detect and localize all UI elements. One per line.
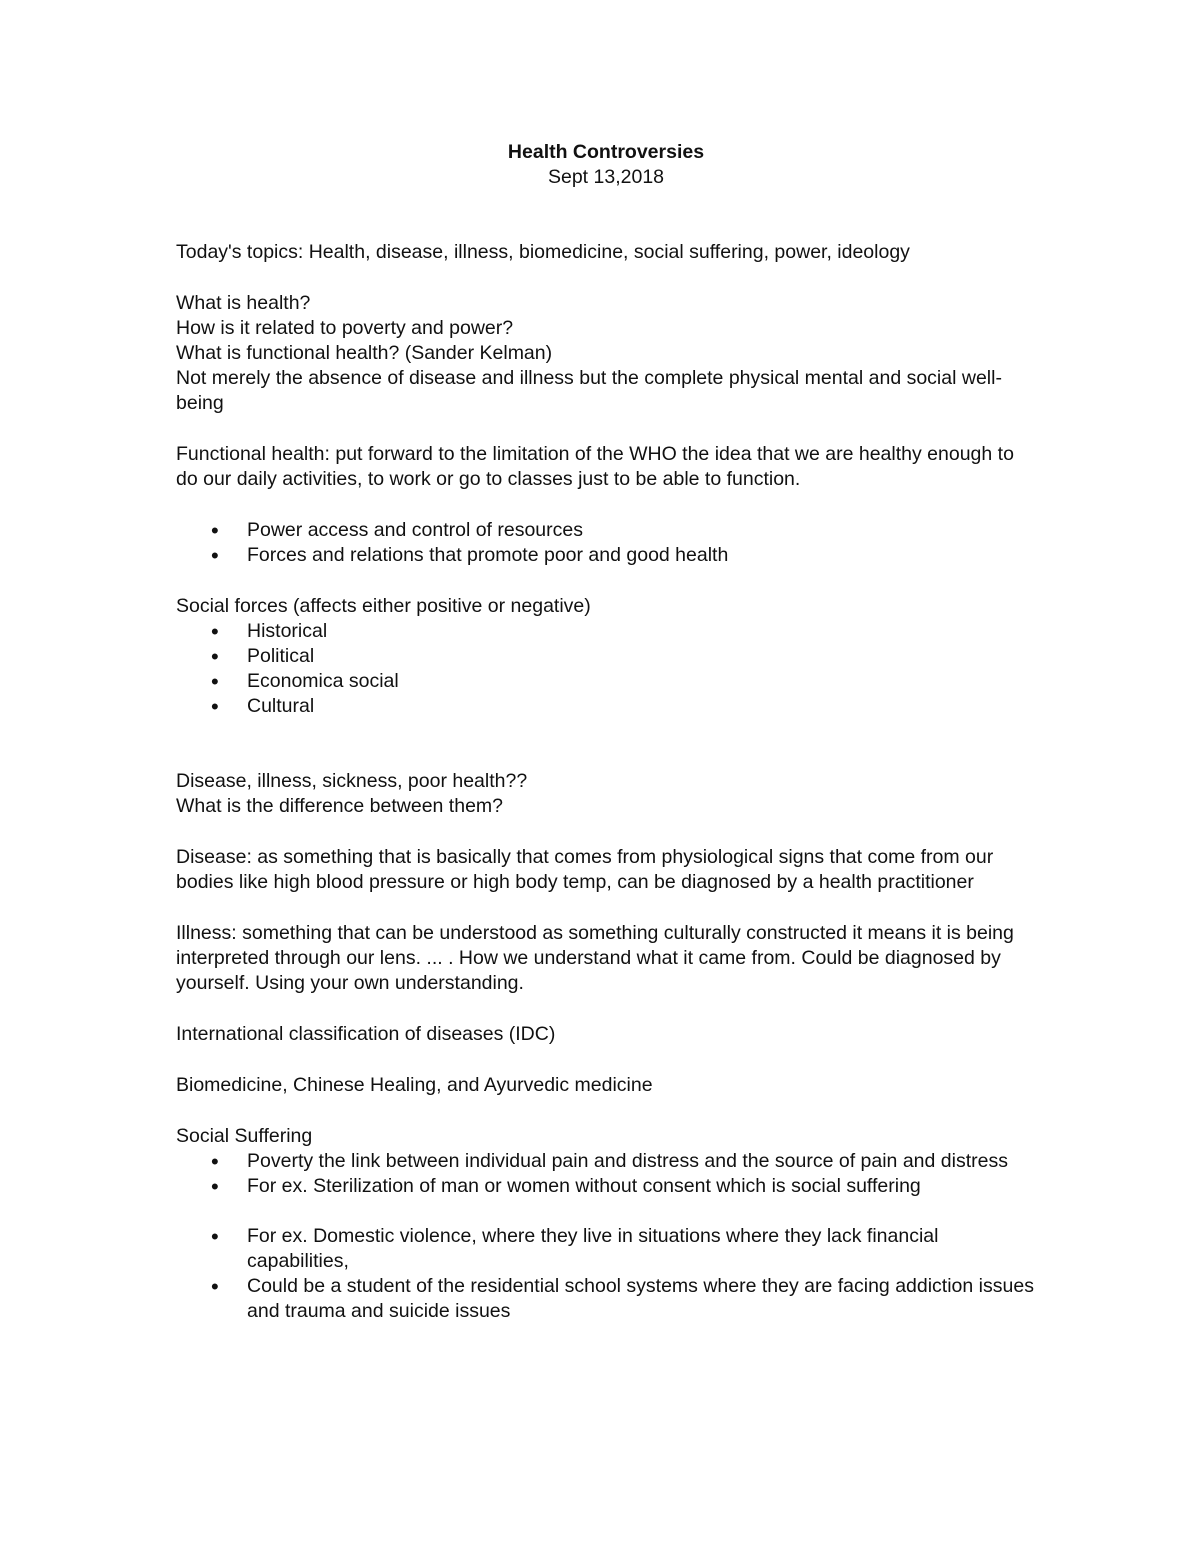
power-bullet-list	[176, 518, 1036, 568]
list-item: • Power access and control of resources	[176, 518, 1036, 543]
illness-definition: Illness: something that can be understood as something culturally constructed it means it is being interpreted through our lens. ... . How we understand what it came from. Could be diagnosed by yourself. Using your own understanding.	[176, 922, 1014, 994]
document-date: Sept 13,2018	[547, 166, 665, 188]
list-item: • Historical	[176, 619, 1036, 644]
list-item: • Forces and relations that promote poor and good health	[176, 543, 1036, 568]
disease-definition: Disease: as something that is basically that comes from physiological signs that come from our bodies like high blood pressure or high body temp, can be diagnosed by a health practitioner	[176, 846, 994, 893]
social-forces-heading: Social forces (affects either positive or negative)	[176, 595, 591, 617]
social-suffering-heading: Social Suffering	[176, 1125, 313, 1147]
difference-question: What is the difference between them?	[176, 795, 503, 817]
who-definition: Not merely the absence of disease and illness but the complete physical mental and social well-being	[176, 367, 1002, 414]
social-suffering-list-continued	[176, 1224, 1036, 1324]
topics-line: Today's topics: Health, disease, illness, biomedicine, social suffering, power, ideology	[176, 241, 910, 263]
blank-line	[176, 719, 1036, 744]
list-item: • Could be a student of the residential school systems where they are facing addiction issues and trauma and suicide issues	[176, 1274, 1036, 1324]
blank-line	[176, 744, 1036, 769]
list-item: • Cultural	[176, 694, 1036, 719]
list-item: • Economica social	[176, 669, 1036, 694]
social-forces-list	[176, 619, 1036, 719]
social-suffering-list	[176, 1149, 1036, 1199]
list-item: • Political	[176, 644, 1036, 669]
question-functional-health: What is functional health? (Sander Kelman)	[176, 342, 553, 364]
disease-question: Disease, illness, sickness, poor health??	[176, 770, 528, 792]
document-page	[176, 140, 1036, 1324]
medicine-line: Biomedicine, Chinese Healing, and Ayurvedic medicine	[176, 1074, 653, 1096]
idc-line: International classification of diseases (IDC)	[176, 1023, 556, 1045]
blank-line	[176, 1199, 1036, 1224]
document-title: Health Controversies	[507, 141, 705, 163]
functional-health-paragraph: Functional health: put forward to the limitation of the WHO the idea that we are healthy enough to do our daily activities, to work or go to classes just to be able to function.	[176, 443, 1014, 490]
question-poverty-power: How is it related to poverty and power?	[176, 317, 514, 339]
list-item: • For ex. Sterilization of man or women without consent which is social suffering	[176, 1174, 1036, 1199]
list-item: • Poverty the link between individual pain and distress and the source of pain and distress	[176, 1149, 1036, 1174]
question-what-is-health: What is health?	[176, 292, 311, 314]
list-item: • For ex. Domestic violence, where they live in situations where they lack financial capabilities,	[176, 1224, 1036, 1274]
